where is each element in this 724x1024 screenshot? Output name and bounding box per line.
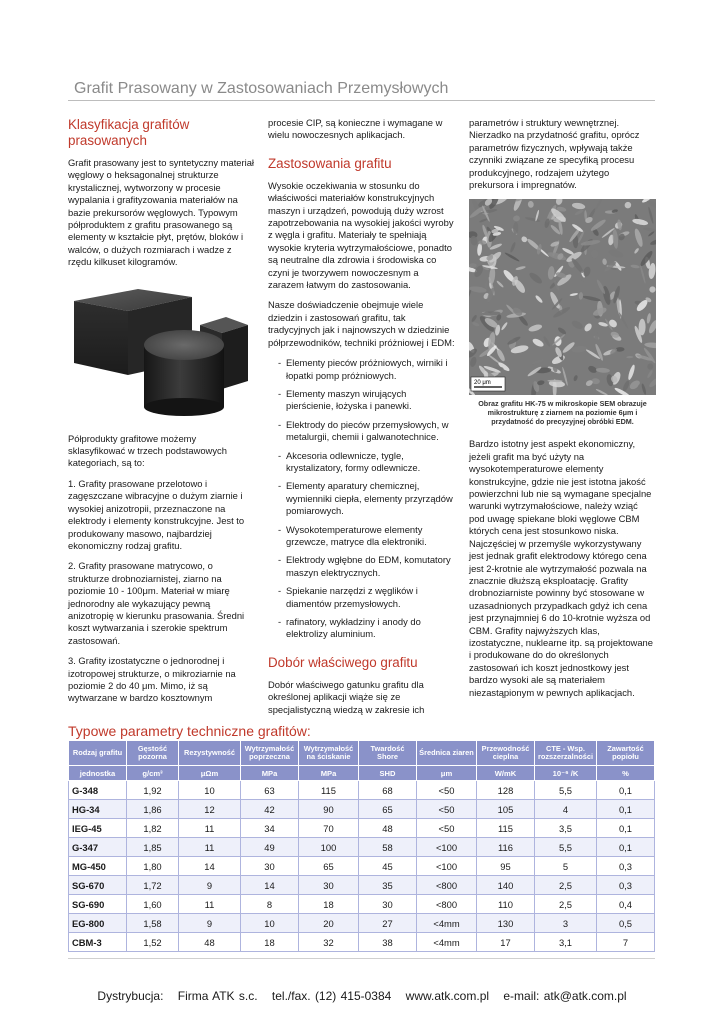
paragraph: Wysokie oczekiwania w stosunku do właściwości materiałów konstrukcyjnych maszyn i urządzeń, powodują duży wzrost zapotrzebowania na wysokiej jakości wyroby z węgla i grafitu. Materiały te spełniają wysokie kryteria wytrzymałościowe, ponadto są neutralne dla zdrowia i środowiska co czyni je tworzywem nowoczesnym a zarazem łatwym do zastosowania. — [268, 179, 454, 291]
table-cell: 2,5 — [535, 876, 597, 895]
paragraph: 3. Grafity izostatyczne o jednorodnej i izotropowej strukturze, o mikroziarnie na poziomie 2 do 40 μm. Mimo, iż są wytwarzane w bardzo kosztownym — [68, 655, 236, 704]
table-cell: 0,5 — [597, 914, 655, 933]
table-cell: 34 — [241, 819, 299, 838]
table-cell: 0,1 — [597, 838, 655, 857]
table-cell: 5,5 — [535, 781, 597, 800]
table-cell: 1,60 — [127, 895, 179, 914]
footer — [0, 989, 724, 1003]
paragraph: parametrów i struktury wewnętrznej. Nierzadko na przydatność grafitu, oprócz parametrów fizycznych, wpływają także czynniki związane ze specyfiką procesu produkcyjnego, rodzajem użytego prekursora i impregnatów. — [469, 117, 640, 191]
table-cell: 27 — [359, 914, 417, 933]
table-header-cell: Wytrzymałość poprzeczna — [241, 741, 299, 766]
table-cell: 11 — [179, 895, 241, 914]
footer-phone: tel./fax. (12) 415-0384 — [271, 989, 392, 1003]
table-cell: 128 — [477, 781, 535, 800]
paragraph: Bardzo istotny jest aspekt ekonomiczny, jeżeli grafit ma być użyty na wysokotemperaturowe elementy konstrukcyjne, gdzie nie jest istotna jakość powierzchni lub nie są wymagane specjalne warunki wytrzymałościowe, należy wziąć pod uwagę spiekane bloki węglowe CBM których cena jest stosunkowo niska. Najczęściej w przemyśle wykorzystywany jest jednak grafit elektrodowy którego cena jest 2-krotnie ale wytrzymałość pozwala na znacznie dłuższą eksploatację. Grafity drobnoziarniste powinny być stosowane w uzasadnionych przypadkach gdyż ich cena jest przynajmniej 6 do 10-krotnie wyższa od CBM. Grafity najwyższych klas, izostatyczne, nuklearne itp. są projektowane i produkowane do do określonych zastosowań ich koszt jednostkowy jest bardzo wysoki ale są materiałem niezastąpionym w pewnych aplikacjach. — [469, 438, 653, 698]
table-cell: 18 — [299, 895, 359, 914]
applications-list — [268, 357, 456, 641]
table-cell: 0,4 — [597, 895, 655, 914]
grade-cell: SG-690 — [69, 895, 127, 914]
table-cell: 14 — [241, 876, 299, 895]
table-cell: 140 — [477, 876, 535, 895]
table-cell: <50 — [417, 819, 477, 838]
table-cell: 0,1 — [597, 800, 655, 819]
list-item: - Elementy aparatury chemicznej, wymienniki ciepła, elementy przyrządów pomiarowych. — [278, 480, 456, 517]
title-divider — [68, 100, 655, 101]
table-cell: 1,92 — [127, 781, 179, 800]
column-left — [68, 117, 254, 713]
table-cell: 1,58 — [127, 914, 179, 933]
table-cell: 116 — [477, 838, 535, 857]
parameters-table — [68, 740, 655, 952]
footer-label: Dystrybucja: — [97, 989, 164, 1003]
table-cell: 68 — [359, 781, 417, 800]
grade-cell: EG-800 — [69, 914, 127, 933]
graphite-blocks-photo — [68, 279, 254, 419]
table-cell: 11 — [179, 819, 241, 838]
table-cell: 105 — [477, 800, 535, 819]
table-cell: 14 — [179, 857, 241, 876]
table-cell: 38 — [359, 933, 417, 952]
table-header-cell: Twardość Shore — [359, 741, 417, 766]
paragraph: Nasze doświadczenie obejmuje wiele dziedzin i zastosowań grafitu, tak tradycyjnych jak i najnowszych w dziedzinie półprzewodników, techniki próżniowej i EDM: — [268, 299, 455, 348]
table-cell: 95 — [477, 857, 535, 876]
unit-cell: μm — [417, 766, 477, 781]
table-cell: 63 — [241, 781, 299, 800]
table-cell: 115 — [477, 819, 535, 838]
column-right — [469, 117, 656, 707]
table-cell: 48 — [359, 819, 417, 838]
unit-cell: MPa — [241, 766, 299, 781]
paragraph: Grafit prasowany jest to syntetyczny materiał węglowy o heksagonalnej strukturze krystalicznej, wytworzony w procesie wypalania i grafityzowania materiałów na bazie prekursorów węglowych. Typowym półproduktem z grafitu prasowanego są elementy w kształcie płyt, prętów, bloków i walców, o dużych rozmiarach i wadze z rzędu kilkuset kilogramów. — [68, 157, 255, 268]
list-item: - Elementy maszyn wirujących pierścienie, łożyska i panewki. — [278, 388, 456, 413]
unit-cell: MPa — [299, 766, 359, 781]
table-row — [69, 914, 655, 933]
table-cell: 1,80 — [127, 857, 179, 876]
table-cell: 0,3 — [597, 876, 655, 895]
table-cell: <50 — [417, 781, 477, 800]
table-cell: 7 — [597, 933, 655, 952]
grade-cell: G-348 — [69, 781, 127, 800]
table-cell: 48 — [179, 933, 241, 952]
list-item: - rafinatory, wykładziny i anody do elektrolizy aluminium. — [278, 616, 456, 641]
table-cell: 3 — [535, 914, 597, 933]
table-cell: 1,85 — [127, 838, 179, 857]
table-cell: 9 — [179, 914, 241, 933]
table-cell: 45 — [359, 857, 417, 876]
table-row — [69, 800, 655, 819]
table-header-cell: Rezystywność — [179, 741, 241, 766]
heading-selection: Dobór właściwego grafitu — [268, 654, 418, 670]
page-title: Grafit Prasowany w Zastosowaniach Przemysłowych — [74, 80, 449, 97]
unit-cell: W/mK — [477, 766, 535, 781]
grade-cell: MG-450 — [69, 857, 127, 876]
table-cell: 70 — [299, 819, 359, 838]
table-cell: 10 — [241, 914, 299, 933]
table-header-cell: Rodzaj grafitu — [69, 741, 127, 766]
table-cell: 115 — [299, 781, 359, 800]
table-cell: <100 — [417, 838, 477, 857]
unit-cell: g/cm³ — [127, 766, 179, 781]
image-caption: Obraz grafitu HK-75 w mikroskopie SEM obrazuje mikrostrukturę z ziarnem na poziomie 6μm i przydatność do precyzyjnej obróbki EDM. — [478, 399, 647, 427]
table-cell: 9 — [179, 876, 241, 895]
table-cell: 65 — [299, 857, 359, 876]
units-row — [69, 766, 655, 781]
unit-cell: jednostka — [69, 766, 127, 781]
table-cell: <100 — [417, 857, 477, 876]
table-cell: 12 — [179, 800, 241, 819]
table-header-cell: Przewodność cieplna — [477, 741, 535, 766]
list-item: - Elektrody do pieców przemysłowych, w metalurgii, chemii i galwanotechnice. — [278, 419, 456, 444]
table-cell: 3,5 — [535, 819, 597, 838]
table-header-cell: Średnica ziaren — [417, 741, 477, 766]
table-cell: 30 — [299, 876, 359, 895]
table-header-cell: Zawartość popiołu — [597, 741, 655, 766]
paragraph: Dobór właściwego gatunku grafitu dla określonej aplikacji wiąże się ze specjalistyczną wiedzą w zakresie ich — [268, 678, 425, 715]
table-row — [69, 857, 655, 876]
column-middle — [268, 117, 456, 724]
table-cell: 2,5 — [535, 895, 597, 914]
table-cell: 11 — [179, 838, 241, 857]
footer-divider — [68, 958, 655, 959]
table-cell: 20 — [299, 914, 359, 933]
paragraph: Półprodukty grafitowe możemy sklasyfikować w trzech podstawowych kategoriach, są to: — [68, 432, 227, 469]
table-row — [69, 933, 655, 952]
table-cell: 0,3 — [597, 857, 655, 876]
paragraph: 2. Grafity prasowane matrycowo, o strukturze drobnoziarnistej, ziarno na poziomie 10 - 100μm. Materiał w miarę jednorodny ale wykazujący pewną anizotropię w kierunku prasowania. Średni koszt wytwarzania i szerokie spektrum zastosowań. — [68, 560, 245, 646]
paragraph: procesie CIP, są konieczne i wymagane w wielu nowoczesnych aplikacjach. — [268, 117, 443, 141]
table-cell: <800 — [417, 876, 477, 895]
table-cell: 100 — [299, 838, 359, 857]
table-cell: 1,72 — [127, 876, 179, 895]
table-cell: 10 — [179, 781, 241, 800]
scale-bar-label: 20 μm — [474, 380, 491, 387]
table-cell: 5 — [535, 857, 597, 876]
table-header-cell: Wytrzymałość na ściskanie — [299, 741, 359, 766]
table-cell: 0,1 — [597, 781, 655, 800]
table-cell: 0,1 — [597, 819, 655, 838]
footer-company: Firma ATK s.c. — [177, 989, 258, 1003]
table-cell: 49 — [241, 838, 299, 857]
table-cell: 4 — [535, 800, 597, 819]
table-cell: 42 — [241, 800, 299, 819]
table-title: Typowe parametry techniczne grafitów: — [68, 723, 311, 739]
grade-cell: IEG-45 — [69, 819, 127, 838]
table-cell: <4mm — [417, 933, 477, 952]
unit-cell: μΩm — [179, 766, 241, 781]
table-cell: 65 — [359, 800, 417, 819]
unit-cell: 10⁻⁶ /K — [535, 766, 597, 781]
table-cell: <4mm — [417, 914, 477, 933]
table-cell: 5,5 — [535, 838, 597, 857]
table-cell: 8 — [241, 895, 299, 914]
heading-classification: Klasyfikacja grafitów prasowanych — [68, 117, 190, 148]
list-item: - Akcesoria odlewnicze, tygle, krystalizatory, formy odlewnicze. — [278, 450, 456, 475]
table-cell: 30 — [241, 857, 299, 876]
paragraph: 1. Grafity prasowane przelotowo i zagęszczane wibracyjne o dużym ziarnie i wysokiej anizotropii, przeznaczone na elektrody i elementy konstrukcyjne. Jest to produkowany masowo, najbardziej ekonomiczny rodzaj grafitu. — [68, 477, 245, 551]
table-cell: 3,1 — [535, 933, 597, 952]
table-cell: 35 — [359, 876, 417, 895]
list-item: - Spiekanie narzędzi z węglików i diamentów przemysłowych. — [278, 585, 456, 610]
unit-cell: % — [597, 766, 655, 781]
table-cell: 30 — [359, 895, 417, 914]
table-row — [69, 781, 655, 800]
table-cell: 32 — [299, 933, 359, 952]
footer-email[interactable]: e-mail: atk@atk.com.pl — [503, 989, 627, 1003]
list-item: - Elementy pieców próżniowych, wirniki i łopatki pomp próżniowych. — [278, 357, 456, 382]
table-cell: 1,82 — [127, 819, 179, 838]
table-header-cell: Gęstość pozorna — [127, 741, 179, 766]
sem-micrograph — [469, 199, 656, 395]
table-cell: 110 — [477, 895, 535, 914]
unit-cell: SHD — [359, 766, 417, 781]
table-cell: 1,86 — [127, 800, 179, 819]
table-row — [69, 876, 655, 895]
list-item: - Wysokotemperaturowe elementy grzewcze, matryce dla elektroniki. — [278, 524, 456, 549]
heading-applications: Zastosowania grafitu — [268, 155, 392, 171]
table-cell: 90 — [299, 800, 359, 819]
table-cell: 18 — [241, 933, 299, 952]
table-cell: 58 — [359, 838, 417, 857]
footer-website[interactable]: www.atk.com.pl — [405, 989, 490, 1003]
table-row — [69, 838, 655, 857]
grade-cell: G-347 — [69, 838, 127, 857]
grade-cell: CBM-3 — [69, 933, 127, 952]
table-row — [69, 895, 655, 914]
table-cell: 17 — [477, 933, 535, 952]
list-item: - Elektrody wgłębne do EDM, komutatory maszyn elektrycznych. — [278, 554, 456, 579]
table-row — [69, 819, 655, 838]
table-header-cell: CTE - Wsp. rozszerzalności — [535, 741, 597, 766]
table-cell: 1,52 — [127, 933, 179, 952]
table-cell: <50 — [417, 800, 477, 819]
grade-cell: HG-34 — [69, 800, 127, 819]
table-header-row — [69, 741, 655, 766]
table-cell: 130 — [477, 914, 535, 933]
table-cell: <800 — [417, 895, 477, 914]
grade-cell: SG-670 — [69, 876, 127, 895]
